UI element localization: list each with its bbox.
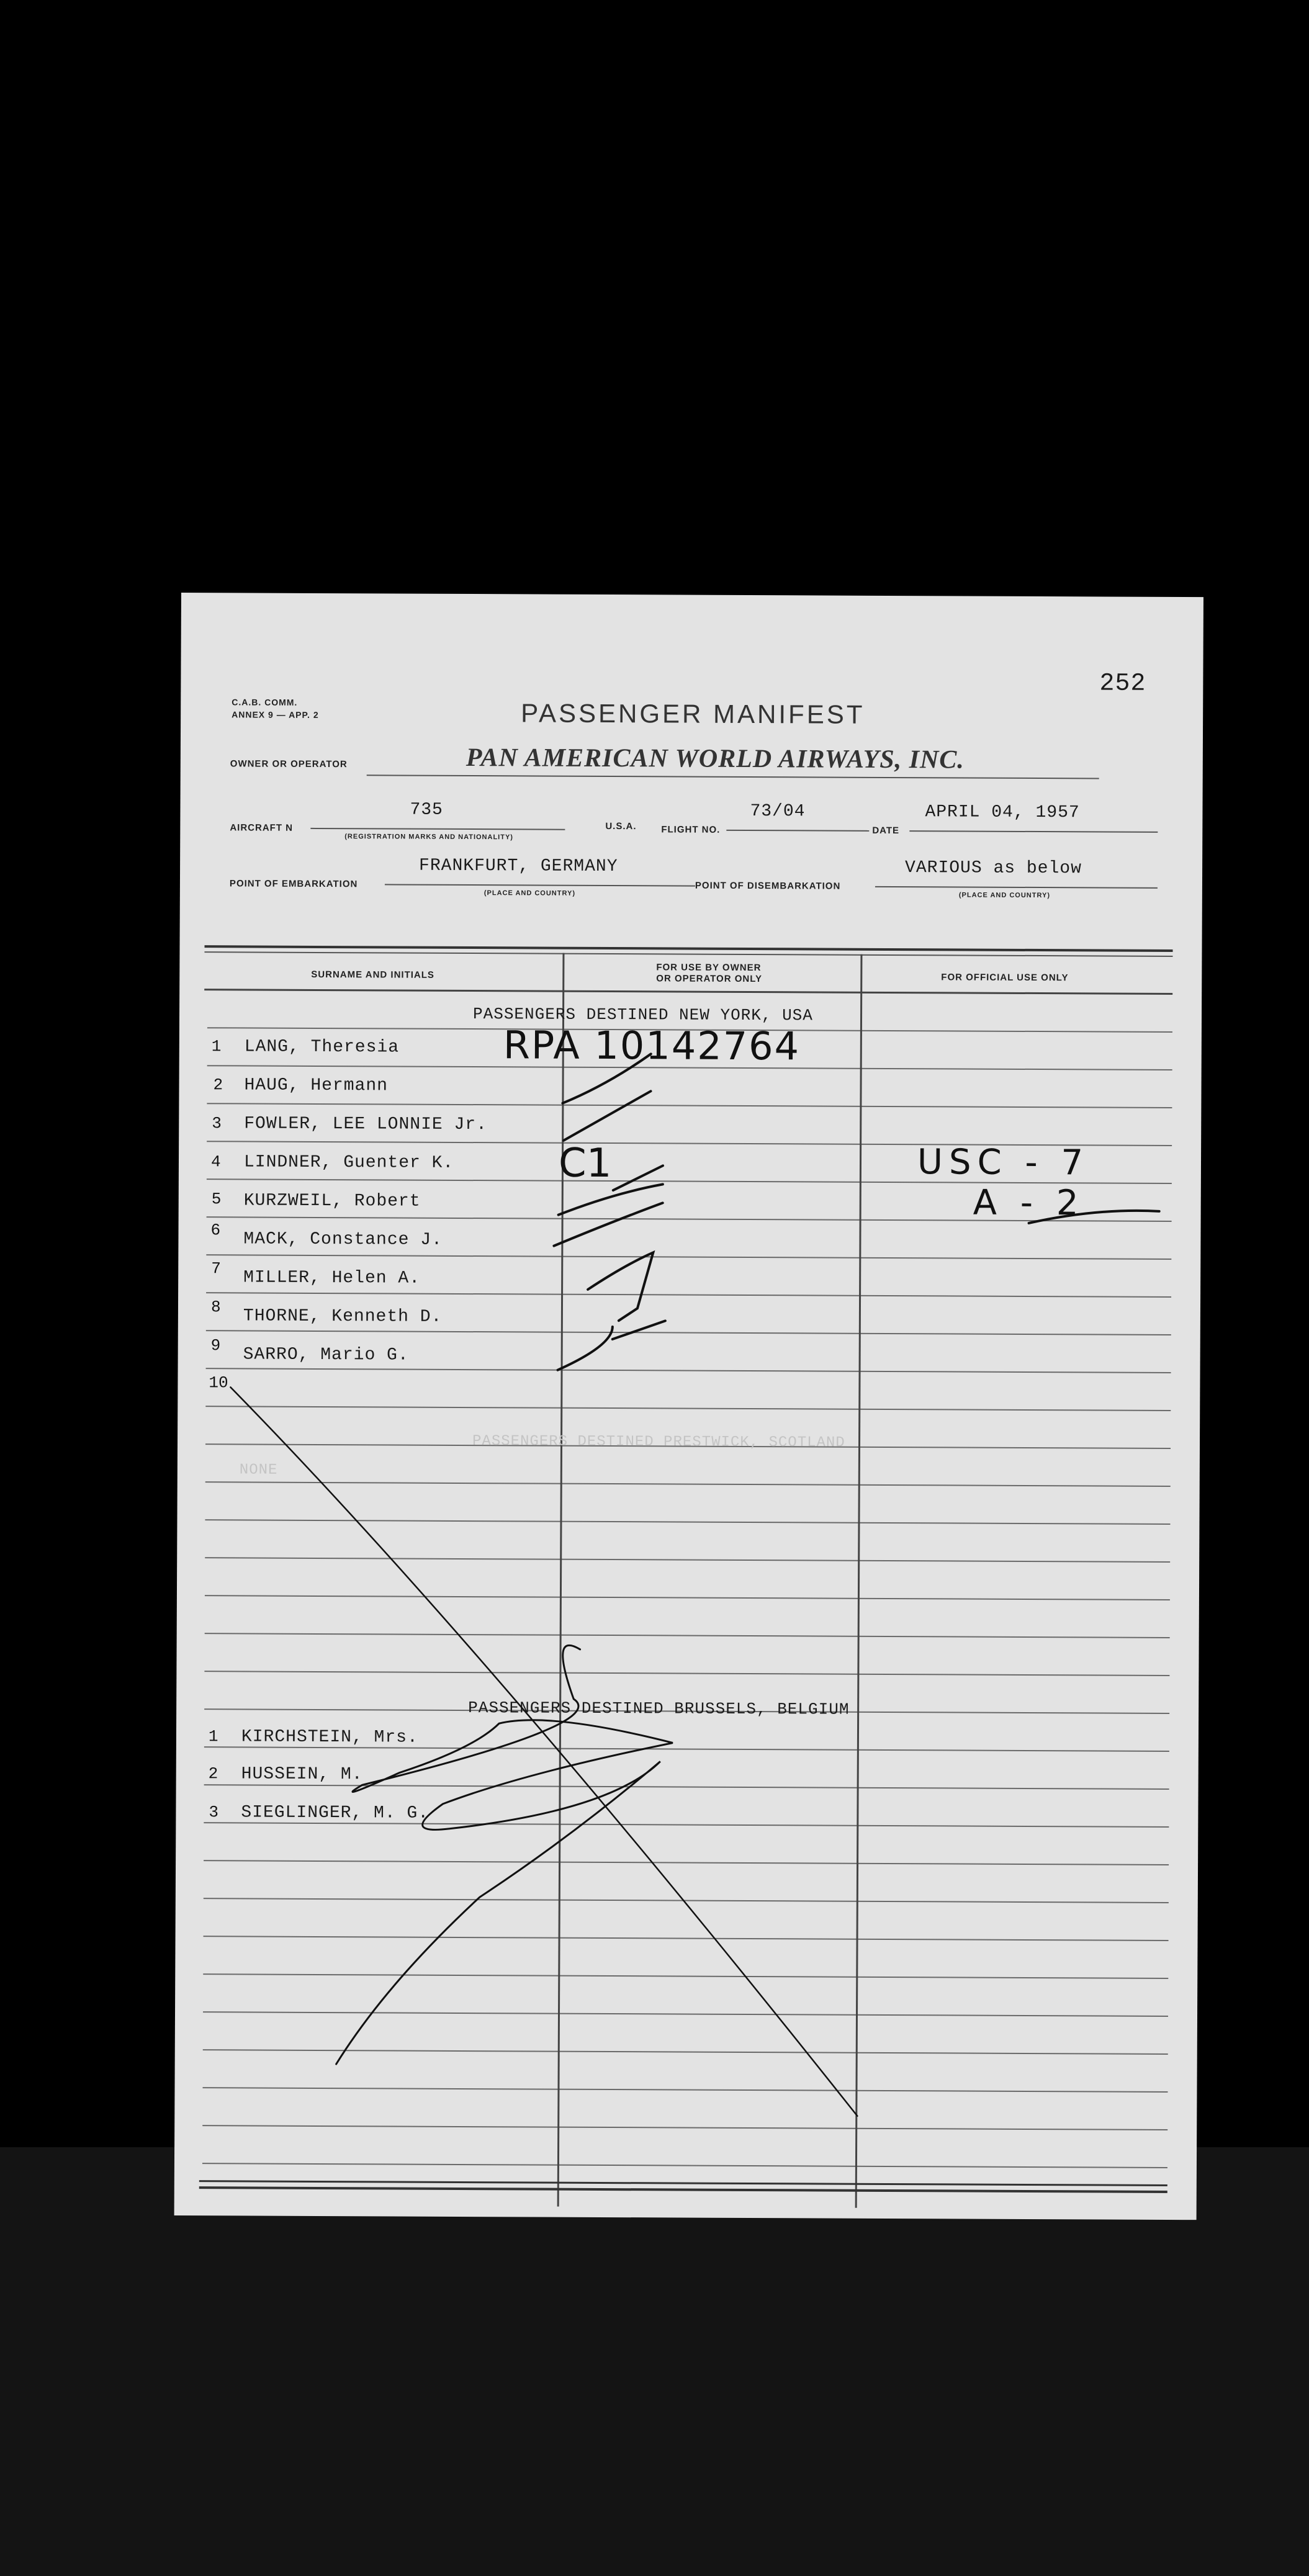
row-number: 3 bbox=[212, 1114, 222, 1133]
aircraft-label: AIRCRAFT N bbox=[230, 822, 294, 833]
disembark-sub: (PLACE AND COUNTRY) bbox=[958, 891, 1051, 900]
check-mark bbox=[558, 1327, 613, 1370]
row-number: 9 bbox=[210, 1336, 221, 1355]
row-number: 7 bbox=[211, 1259, 221, 1278]
column-owner-line1: FOR USE BY OWNER bbox=[656, 962, 762, 974]
row-number: 8 bbox=[210, 1298, 221, 1317]
page-title: PASSENGER MANIFEST bbox=[521, 698, 865, 729]
underline-stroke bbox=[1029, 1210, 1159, 1224]
row-number: 1 bbox=[208, 1727, 218, 1746]
flight-label: FLIGHT NO. bbox=[661, 824, 721, 835]
disembark-label: POINT OF DISEMBARKATION bbox=[695, 880, 841, 892]
passenger-name: MILLER, Helen A. bbox=[243, 1268, 421, 1288]
handwritten-a2-code: A - 2 bbox=[973, 1182, 1085, 1224]
passenger-name: FOWLER, LEE LONNIE Jr. bbox=[244, 1114, 488, 1135]
passenger-name: KIRCHSTEIN, Mrs. bbox=[241, 1727, 418, 1748]
embark-value: FRANKFURT, GERMANY bbox=[419, 856, 618, 877]
manifest-sheet bbox=[174, 593, 1203, 2220]
row-number: 10 bbox=[209, 1373, 228, 1393]
row-number: 3 bbox=[209, 1803, 219, 1822]
operator-label: OWNER OR OPERATOR bbox=[230, 758, 348, 770]
date-label: DATE bbox=[872, 825, 900, 837]
row-number: 2 bbox=[208, 1764, 218, 1784]
embark-label: POINT OF EMBARKATION bbox=[229, 878, 358, 890]
handwritten-ticket-number: RPA 10142764 bbox=[503, 1022, 801, 1069]
passenger-name: HAUG, Hermann bbox=[244, 1075, 389, 1096]
date-value: APRIL 04, 1957 bbox=[925, 802, 1080, 823]
check-mark bbox=[613, 1321, 665, 1339]
row-number: 6 bbox=[210, 1221, 221, 1240]
row-number: 4 bbox=[210, 1152, 221, 1172]
flight-value: 73/04 bbox=[750, 802, 806, 822]
passenger-name: THORNE, Kenneth D. bbox=[243, 1306, 443, 1327]
check-mark bbox=[588, 1252, 653, 1321]
row-number: 1 bbox=[211, 1037, 222, 1056]
passenger-name: SARRO, Mario G. bbox=[243, 1345, 409, 1365]
passenger-name: SIEGLINGER, M. G. bbox=[241, 1803, 430, 1823]
column-owner-line2: OR OPERATOR ONLY bbox=[656, 973, 763, 985]
handwritten-c1: C1 bbox=[558, 1140, 612, 1187]
column-surname: SURNAME AND INITIALS bbox=[311, 969, 434, 981]
handwritten-usc-code: USC - 7 bbox=[917, 1142, 1090, 1183]
cross-out-line bbox=[227, 1387, 860, 2116]
passenger-name: LINDNER, Guenter K. bbox=[243, 1152, 454, 1173]
row-number: 5 bbox=[211, 1190, 222, 1209]
faded-entry: NONE bbox=[239, 1461, 278, 1479]
form-note-line1: C.A.B. COMM. bbox=[232, 697, 298, 707]
passenger-name: KURZWEIL, Robert bbox=[243, 1191, 421, 1211]
disembark-value: VARIOUS as below bbox=[905, 858, 1082, 879]
embark-sub: (PLACE AND COUNTRY) bbox=[484, 889, 576, 897]
usa-label: U.S.A. bbox=[605, 820, 637, 832]
passenger-name: HUSSEIN, M. bbox=[241, 1764, 363, 1785]
aircraft-sub: (REGISTRATION MARKS AND NATIONALITY) bbox=[344, 833, 513, 841]
cross-out-scribble bbox=[336, 1645, 673, 2066]
page-number: 252 bbox=[1099, 670, 1146, 698]
section-heading-brussels: PASSENGERS DESTINED BRUSSELS, BELGIUM bbox=[468, 1699, 850, 1719]
passenger-name: LANG, Theresia bbox=[244, 1037, 400, 1057]
passenger-name: MACK, Constance J. bbox=[243, 1229, 443, 1250]
form-note-line2: ANNEX 9 — APP. 2 bbox=[232, 709, 319, 720]
section-heading-new-york: PASSENGERS DESTINED NEW YORK, USA bbox=[472, 1005, 813, 1025]
check-mark bbox=[562, 1054, 650, 1104]
row-number: 2 bbox=[213, 1075, 223, 1095]
column-official: FOR OFFICIAL USE ONLY bbox=[941, 972, 1069, 984]
section-heading-prestwick-faded: PASSENGERS DESTINED PRESTWICK, SCOTLAND bbox=[472, 1433, 845, 1452]
aircraft-value: 735 bbox=[410, 800, 443, 820]
airline-name: PAN AMERICAN WORLD AIRWAYS, INC. bbox=[466, 743, 965, 774]
check-mark bbox=[559, 1184, 663, 1216]
handwritten-strokes bbox=[174, 593, 1203, 2220]
